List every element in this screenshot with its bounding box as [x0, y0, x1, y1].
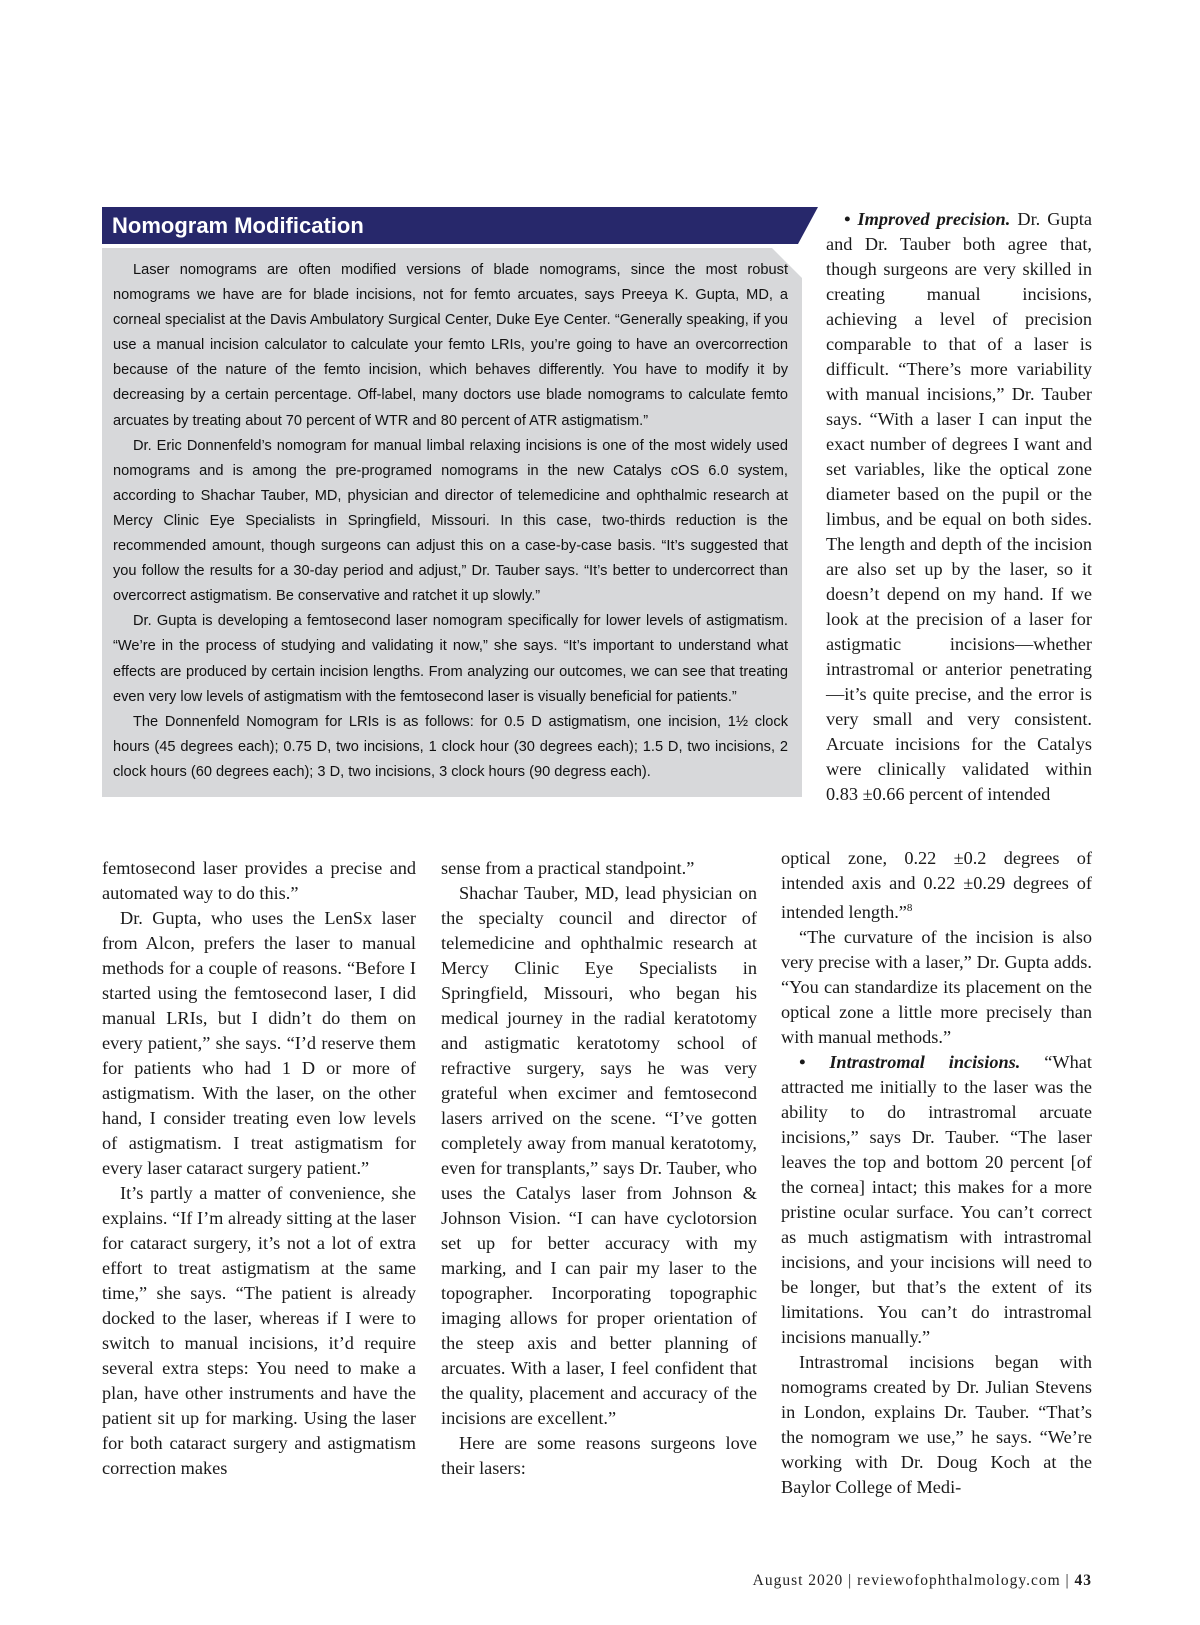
sidebar-title-bar — [102, 207, 798, 244]
bullet-paragraph — [826, 207, 1092, 807]
page-number: 43 — [1074, 1572, 1092, 1589]
sidebar-corner-cut — [772, 248, 802, 278]
column-left — [102, 856, 416, 1481]
body-paragraph: It’s partly a matter of convenience, she explains. “If I’m already sitting at the laser for cataract surgery, it’s not a lot of extra effort to treat astigmatism at the same time,” she says. “The patient is already docked to the laser, whereas if I were to switch to manual incisions, it’d require several extra steps: You need to make a plan, have other instruments and have the patient sit up for marking. Using the laser for both cataract surgery and astigmatism correction makes — [102, 1183, 416, 1478]
bullet-text: Dr. Gupta and Dr. Tauber both agree that, though surgeons are very skilled in creating manual incisions, achieving a level of precision comparable to that of a laser is difficult. “There’s more variability with manual incisions,” Dr. Tauber says. “With a laser I can input the exact number of degrees I want and set variables, like the optical zone diameter based on the pupil or the limbus, and be equal on both sides. The length and depth of the incision are also set up by the laser, so it doesn’t depend on my hand. If we look at the precision of a laser for astigmatic incisions—whether intrastromal or anterior penetrating—it’s quite precise, and the error is very small and very consistent. Arcuate incisions for the Catalys were clinically validated within 0.83 ±0.66 percent of intended — [826, 209, 1092, 804]
body-paragraph: Shachar Tauber, MD, lead physician on the specialty council and director of telemedicine and ophthalmic research at Mercy Clinic Eye Specialists in Springfield, Missouri, who began his medical journey in the radial keratotomy and astigmatic keratotomy school of refractive surgery, says he was very grateful when excimer and femtosecond lasers arrived on the scene. “I’ve gotten completely away from manual keratotomy, even for transplants,” says Dr. Tauber, who uses the Catalys laser from Johnson & Johnson Vision. “I can have cyclotorsion set up for better accuracy with my marking, and I can pair my laser to the topographer. Incorporating topographic imaging allows for proper orientation of the steep axis and better planning of arcuates. With a laser, I feel confident that the quality, placement and accuracy of the incisions are excellent.” — [441, 883, 757, 1428]
bullet-heading: • Improved precision. — [844, 209, 1011, 229]
sidebar-box — [102, 207, 802, 797]
body-paragraph: Dr. Gupta, who uses the LenSx laser from Alcon, prefers the laser to manual methods for a couple of reasons. “Before I started using the femtosecond laser, I did manual LRIs, but I didn’t do them on every patient,” she says. “I’d reserve them for patients who had 1 D or more of astigmatism. With the laser, on the other hand, I consider treating even low levels of astigmatism. I treat astigmatism for every laser cataract surgery patient.” — [102, 908, 416, 1178]
bullet-heading: • Intrastromal incisions. — [799, 1052, 1021, 1073]
sidebar-paragraph: Laser nomograms are often modified versions of blade nomograms, since the most robust nomograms we have are for blade incisions, not for femto arcuates, says Preeya K. Gupta, MD, a corneal specialist at the Davis Ambulatory Surgical Center, Duke Eye Center. “Generally speaking, if you use a manual incision calculator to calculate your femto LRIs, you’re going to have an overcorrection because of the nature of the femto incision, which behaves differently. You have to modify it by decreasing by a certain percentage. Off-label, many doctors use blade nomograms to calculate femto arcuates by treating about 70 percent of WTR and 80 percent of ATR astigmatism.” — [113, 262, 788, 429]
footnote-ref: 8 — [906, 902, 913, 914]
body-paragraph: “The curvature of the incision is also very precise with a laser,” Dr. Gupta adds. “You can standardize its placement on the optical zone a little more precisely than with manual methods.” — [781, 927, 1092, 1048]
body-paragraph: Here are some reasons surgeons love their lasers: — [441, 1433, 757, 1478]
sidebar-body — [102, 248, 802, 797]
body-paragraph: sense from a practical standpoint.” — [441, 858, 695, 878]
bullet-text: “What attracted me initially to the laser was the ability to do intrastromal arcuate incisions,” says Dr. Tauber. “The laser leaves the top and bottom 20 percent [of the cornea] intact; this makes for a more pristine ocular surface. You can’t correct as much astigmatism with intrastromal incisions, and your incisions will need to be longer, but that’s the extent of its limitations. You can’t do intrastromal incisions manually.” — [781, 1052, 1092, 1348]
body-paragraph: Intrastromal incisions began with nomograms created by Dr. Julian Stevens in London, explains Dr. Tauber. “That’s the nomogram we use,” he says. “We’re working with Dr. Doug Koch at the Baylor College of Medi- — [781, 1352, 1092, 1498]
body-paragraph — [781, 846, 1092, 925]
sidebar-title: Nomogram Modification — [112, 213, 364, 238]
sidebar-paragraph: Dr. Eric Donnenfeld’s nomogram for manual limbal relaxing incisions is one of the most widely used nomograms and is among the pre-programed nomograms in the new Catalys cOS 6.0 system, according to Shachar Tauber, MD, physician and director of telemedicine and ophthalmic research at Mercy Clinic Eye Specialists in Springfield, Missouri. In this case, two-thirds reduction is the recommended amount, though surgeons can adjust this on a case-by-case basis. “It’s suggested that you follow the results for a 30-day period and adjust,” Dr. Tauber says. “It’s better to undercorrect than overcorrect astigmatism. Be conservative and ratchet it up slowly.” — [113, 437, 788, 605]
page-footer — [753, 1572, 1092, 1590]
body-paragraph: femtosecond laser provides a precise and automated way to do this.” — [102, 858, 416, 903]
sidebar-paragraph: Dr. Gupta is developing a femtosecond laser nomogram specifically for lower levels of astigmatism. “We’re in the process of studying and validating it now,” she says. “It’s important to understand what effects are produced by certain incision lengths. From analyzing our outcomes, we can see that treating even very low levels of astigmatism with the femtosecond laser is visually beneficial for patients.” — [113, 613, 788, 705]
column-right-bottom — [781, 846, 1092, 1500]
footer-text: August 2020 | reviewofophthalmology.com | — [752, 1572, 1075, 1589]
bullet-paragraph — [781, 1050, 1092, 1350]
sidebar-paragraph: The Donnenfeld Nomogram for LRIs is as follows: for 0.5 D astigmatism, one incision, 1½ clock hours (45 degrees each); 0.75 D, two incisions, 1 clock hour (30 degrees each); 1.5 D, two incisions, 2 clock hours (60 degrees each); 3 D, two incisions, 3 clock hours (90 degress each). — [113, 713, 788, 780]
column-middle — [441, 856, 757, 1481]
column-right-top — [826, 207, 1092, 807]
continued-text: optical zone, 0.22 ±0.2 degrees of intended axis and 0.22 ±0.29 degrees of intended length.” — [781, 848, 1092, 923]
sidebar-title-arrow — [798, 207, 818, 244]
